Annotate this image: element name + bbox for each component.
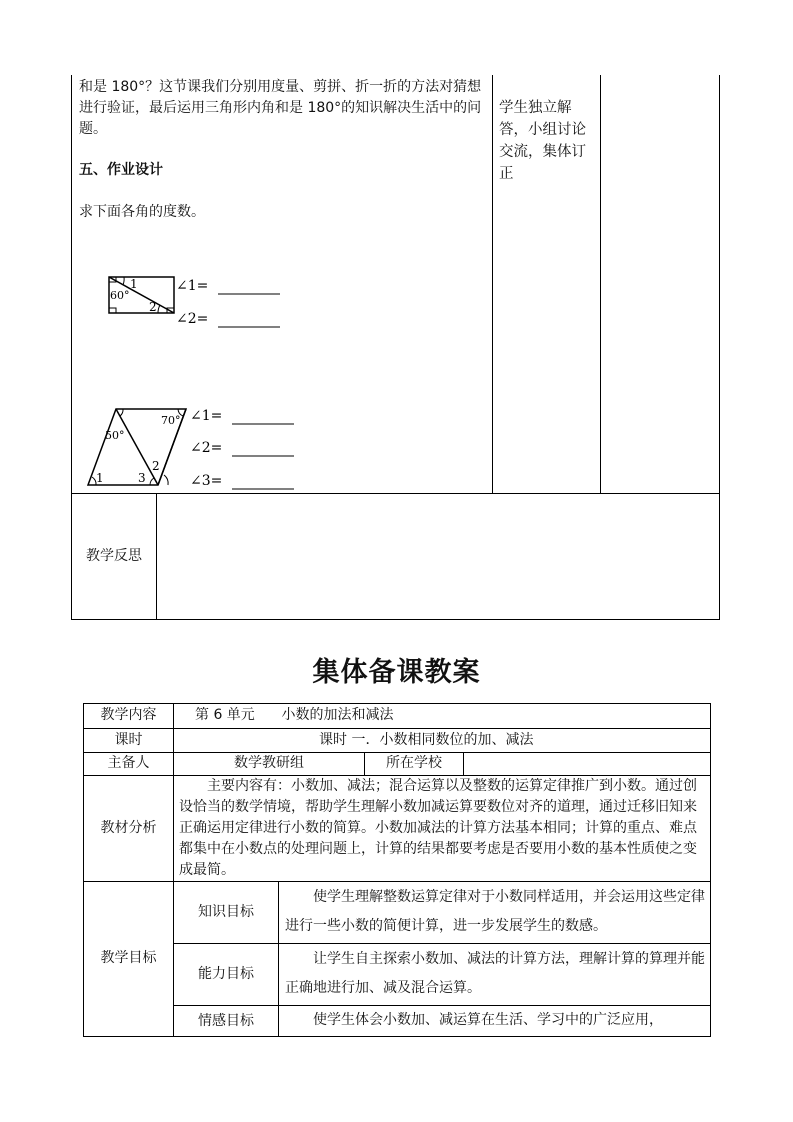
rect-angle-1-label: 1 [130, 277, 138, 291]
homework-task: 求下面各角的度数。 [79, 204, 205, 220]
goal-emotion-label: 情感目标 [198, 1013, 254, 1029]
reflection-label: 教学反思 [86, 548, 142, 564]
rectangle-diagonal-figure [100, 268, 300, 338]
content-label: 教学内容 [100, 707, 157, 723]
rect-blank-2-label: ∠2= [176, 311, 209, 327]
lesson-summary: 和是 180°？这节课我们分别用度量、剪拼、折一折的方法对猜想进行验证，最后运用三角形内角和是 180°的知识解决生活中的问题。 [79, 79, 482, 137]
homework-heading: 五、作业设计 [79, 162, 163, 178]
analysis-label: 教材分析 [100, 820, 157, 836]
analysis-text: 主要内容有：小数加、减法；混合运算以及整数的运算定律推广到小数。通过创设恰当的数学情境，帮助学生理解小数加减运算要数位对齐的道理，通过迁移旧知来正确运用定律进行小数的简算。小数加减法的计算方法基本相同；计算的重点、难点都集中在小数点的处理问题上，计算的结果都要考虑是否要用小数的基本性质使之变成最简。 [179, 778, 697, 878]
lesson-label: 课时 [114, 732, 143, 748]
school-label: 所在学校 [386, 755, 442, 771]
para-blank-1-label: ∠1= [190, 408, 223, 424]
student-activity: 学生独立解答，小组讨论交流，集体订正 [499, 100, 586, 182]
goal-ability-label: 能力目标 [198, 966, 254, 982]
para-angle-1-label: 1 [96, 471, 104, 485]
goal-knowledge-label: 知识目标 [198, 904, 254, 920]
goal-knowledge-text: 使学生理解整数运算定律对于小数同样适用，并会运用这些定律进行一些小数的简便计算，进一步发展学生的数感。 [285, 889, 705, 934]
content-value: 第 6 单元 小数的加法和减法 [195, 707, 394, 723]
preparer-value: 数学教研组 [234, 755, 304, 771]
rect-angle-60-label: 60° [110, 289, 130, 302]
goal-ability-text: 让学生自主探索小数加、减法的计算方法，理解计算的算理并能正确地进行加、减及混合运算。 [285, 951, 705, 996]
para-angle-70-label: 70° [161, 414, 181, 427]
goals-label: 教学目标 [100, 950, 157, 966]
page-title: 集体备课教案 [312, 657, 481, 688]
para-angle-2-label: 2 [152, 459, 160, 473]
para-blank-3-label: ∠3= [190, 473, 223, 489]
goal-emotion-text: 使学生体会小数加、减运算在生活、学习中的广泛应用， [313, 1012, 663, 1028]
lesson-value: 课时 一．小数相同数位的加、减法 [319, 732, 534, 748]
rect-blank-1-label: ∠1= [176, 278, 209, 294]
para-angle-3-label: 3 [138, 471, 146, 485]
para-angle-50-label: 50° [105, 429, 125, 442]
para-blank-2-label: ∠2= [190, 440, 223, 456]
rect-angle-2-label: 2 [149, 300, 157, 314]
parallelogram-figure [80, 402, 300, 494]
preparer-label: 主备人 [107, 755, 150, 771]
